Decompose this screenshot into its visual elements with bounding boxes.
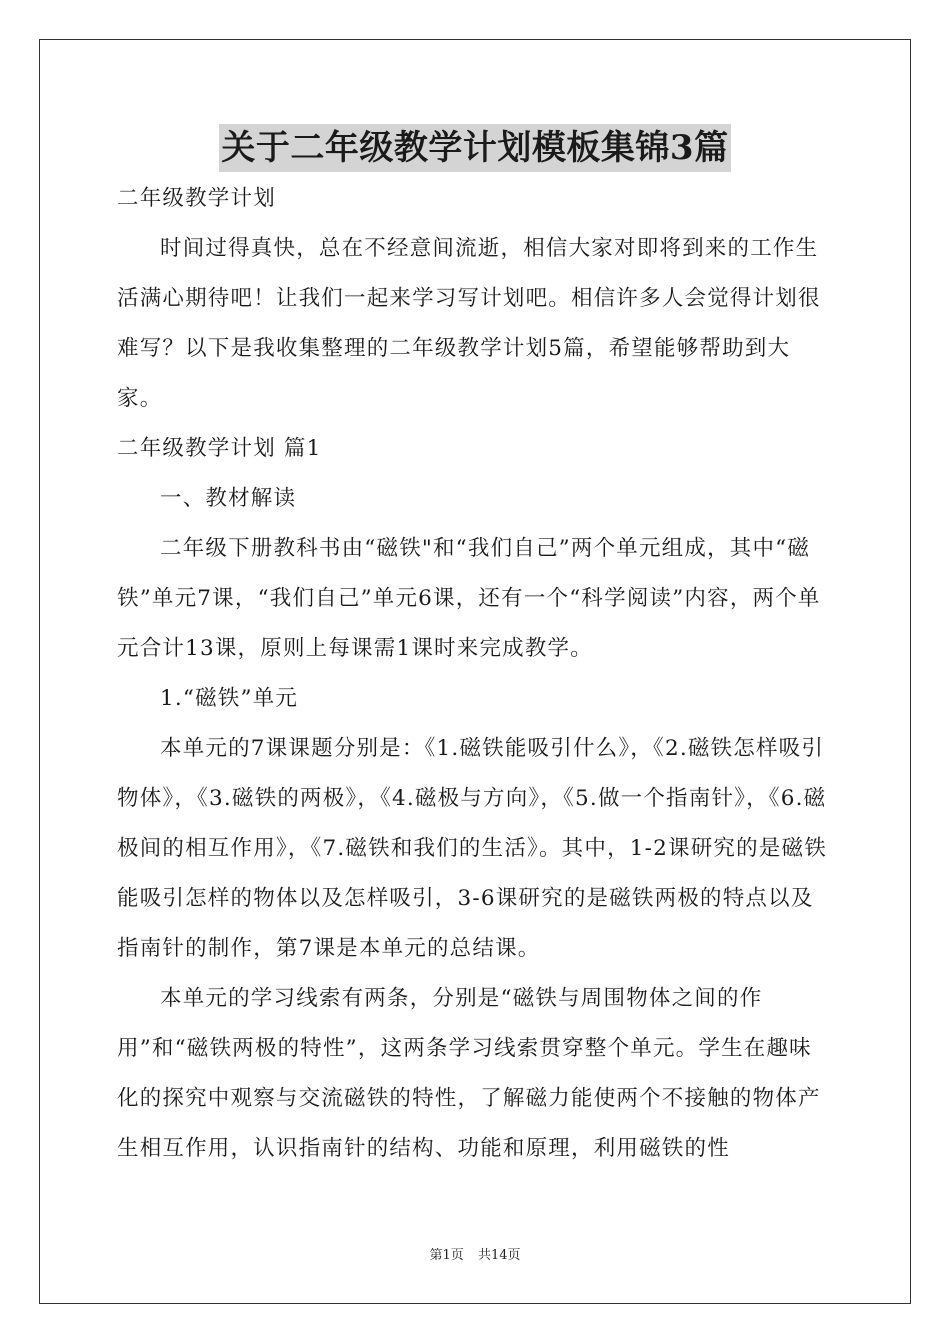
page-total: 共14页 (477, 1248, 521, 1263)
paragraph: 二年级教学计划 (117, 186, 276, 211)
page-number: 第1页 (429, 1248, 464, 1263)
document-body (117, 174, 834, 1174)
subsection-heading: 一、教材解读 (160, 486, 297, 511)
subsection-heading: 1.“磁铁”单元 (160, 686, 299, 711)
document-title: 关于二年级教学计划模板集锦3篇 (219, 124, 730, 172)
title-container (0, 124, 950, 172)
section-heading: 二年级教学计划 篇1 (117, 436, 322, 461)
paragraph: 时间过得真快，总在不经意间流逝，相信大家对即将到来的工作生活满心期待吧！让我们一起来学习写计划吧。相信许多人会觉得计划很难写？以下是我收集整理的二年级教学计划5篇，希望能够帮助到大家。 (117, 236, 821, 411)
paragraph: 本单元的7课课题分别是：《1.磁铁能吸引什么》，《2.磁铁怎样吸引物体》，《3.磁铁的两极》，《4.磁极与方向》，《5.做一个指南针》，《6.磁极间的相互作用》，《7.磁铁和我们的生活》。其中，1-2课研究的是磁铁能吸引怎样的物体以及怎样吸引，3-6课研究的是磁铁两极的特点以及指南针的制作，第7课是本单元的总结课。 (117, 736, 827, 961)
page-footer (0, 1246, 950, 1266)
paragraph: 二年级下册教科书由“磁铁"和“我们自己”两个单元组成，其中“磁铁”单元7课，“我们自己”单元6课，还有一个“科学阅读”内容，两个单元合计13课，原则上每课需1课时来完成教学。 (117, 536, 821, 661)
paragraph: 本单元的学习线索有两条，分别是“磁铁与周围物体之间的作用”和“磁铁两极的特性”，这两条学习线索贯穿整个单元。学生在趣味化的探究中观察与交流磁铁的特性，了解磁力能使两个不接触的物体产生相互作用，认识指南针的结构、功能和原理，利用磁铁的性 (117, 986, 821, 1161)
